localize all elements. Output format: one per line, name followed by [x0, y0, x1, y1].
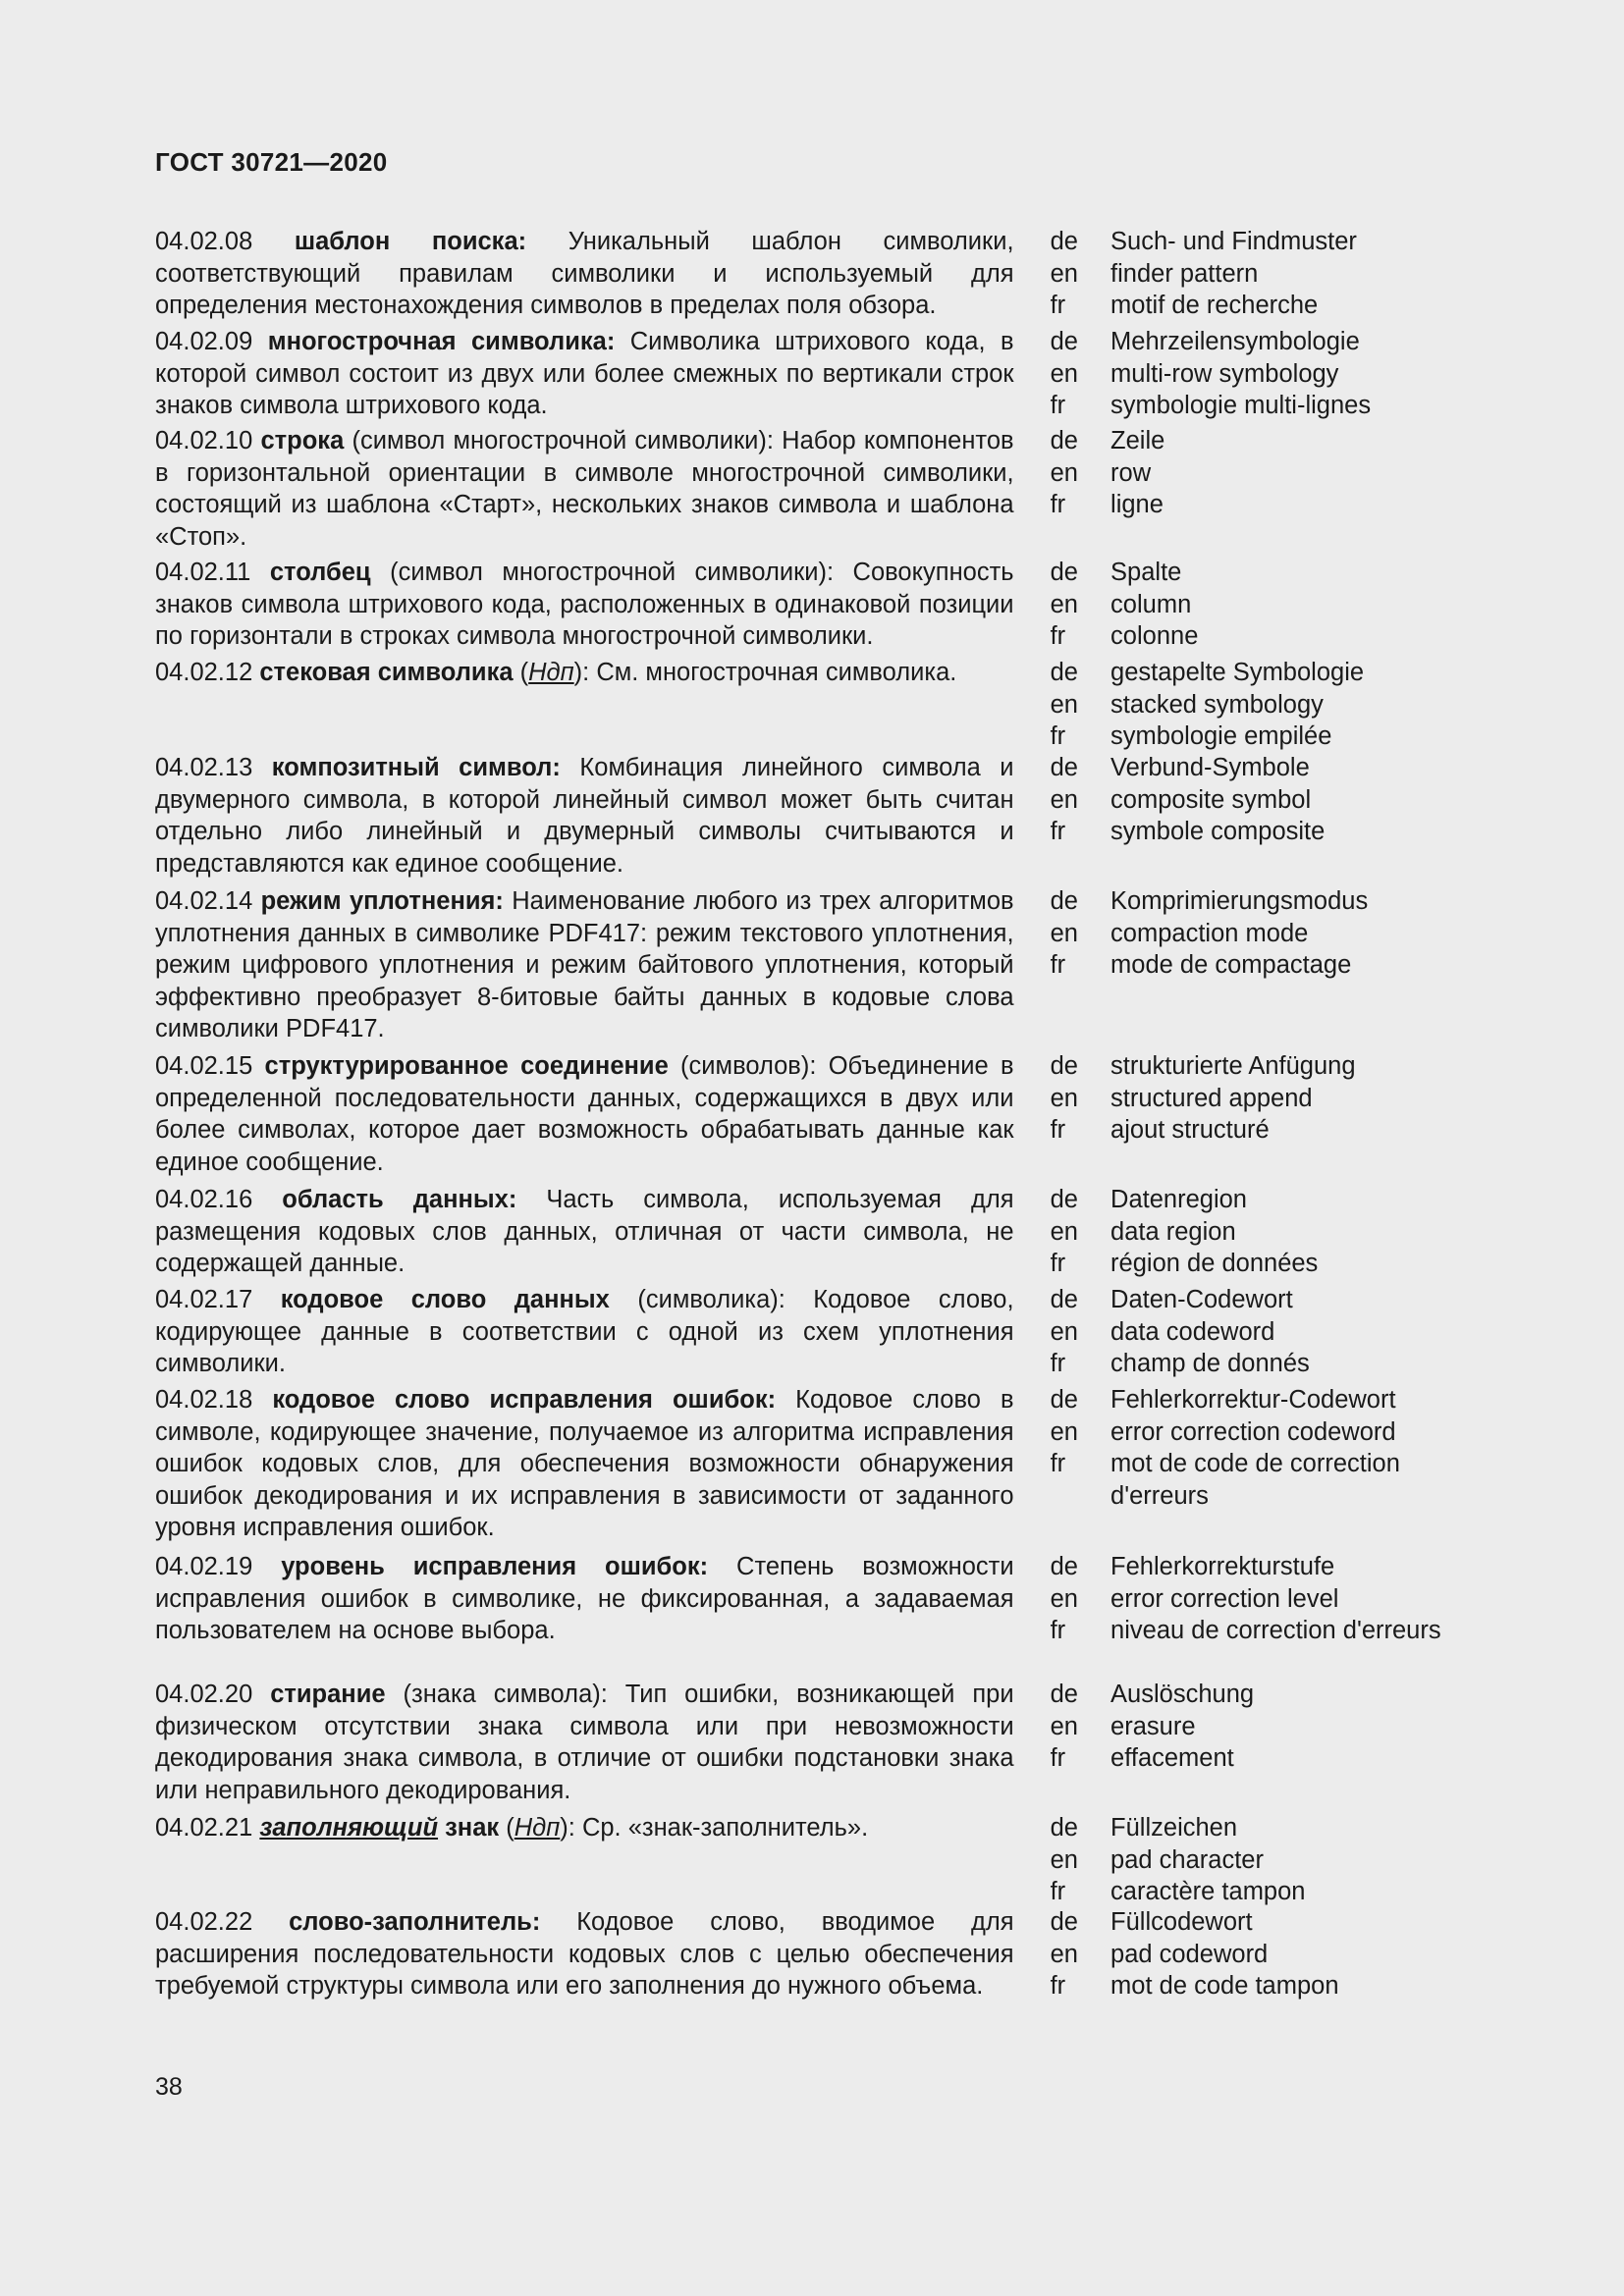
lang-fr: fr — [1050, 1744, 1066, 1772]
foreign-terms — [1110, 1679, 1461, 1812]
term-entry-04-02-09 — [155, 326, 1461, 425]
entry-definition — [155, 557, 1014, 657]
entry-definition — [155, 1906, 1014, 2006]
term-entry-04-02-08 — [155, 226, 1461, 326]
entry-number: 04.02.09 — [155, 328, 253, 355]
term-entry-04-02-20 — [155, 1679, 1461, 1812]
lang-codes — [1051, 657, 1110, 752]
entry-term: столбец — [269, 559, 371, 586]
term-en: data codeword — [1110, 1317, 1275, 1346]
entry-number: 04.02.10 — [155, 427, 253, 454]
entry-paren: ( — [513, 659, 529, 686]
lang-en: en — [1050, 590, 1078, 618]
entry-number: 04.02.19 — [155, 1553, 253, 1580]
entry-number: 04.02.12 — [155, 659, 253, 686]
lang-en: en — [1050, 1084, 1078, 1112]
foreign-terms — [1110, 1906, 1461, 2006]
term-fr: mot de code tampon — [1110, 1972, 1339, 2000]
term-fr: motif de recherche — [1110, 292, 1319, 319]
lang-fr: fr — [1050, 292, 1066, 319]
lang-en: en — [1050, 690, 1078, 719]
entry-definition — [155, 1050, 1014, 1184]
term-fr: symbole composite — [1110, 818, 1326, 845]
entry-text: Степень возможности исправления ошибок в символике, не фиксированная, а задаваемая пользователем на основе выбора. — [155, 1553, 1014, 1644]
term-fr: ajout structuré — [1110, 1116, 1270, 1144]
lang-fr: fr — [1050, 818, 1066, 845]
lang-codes — [1051, 557, 1110, 657]
lang-en: en — [1050, 1417, 1078, 1446]
lang-en: en — [1050, 785, 1078, 814]
lang-fr: fr — [1050, 722, 1066, 750]
lang-en: en — [1050, 1584, 1078, 1613]
lang-de: de — [1050, 1553, 1078, 1580]
lang-fr: fr — [1050, 1450, 1066, 1477]
lang-en: en — [1050, 1317, 1078, 1346]
lang-en: en — [1050, 919, 1078, 947]
term-entry-04-02-11 — [155, 557, 1461, 657]
lang-de: de — [1050, 1386, 1078, 1414]
entry-text: (символов): Объединение в определенной последовательности данных, содержащихся в двух или более символах, которое дает возможность обрабатывать данные как единое сообщение. — [155, 1052, 1014, 1176]
term-entry-04-02-18 — [155, 1384, 1461, 1551]
term-entry-04-02-21 — [155, 1812, 1461, 1906]
lang-codes — [1051, 1184, 1110, 1284]
entry-term: многострочная символика: — [267, 328, 616, 355]
document-header: ГОСТ 30721—2020 — [155, 147, 388, 177]
term-entry-04-02-14 — [155, 885, 1461, 1050]
foreign-terms — [1110, 1384, 1461, 1551]
entry-number: 04.02.17 — [155, 1286, 253, 1313]
foreign-terms — [1110, 1184, 1461, 1284]
lang-en: en — [1050, 1845, 1078, 1874]
lang-fr: fr — [1050, 1972, 1066, 2000]
entry-number: 04.02.14 — [155, 887, 253, 915]
term-entry-04-02-12 — [155, 657, 1461, 752]
entry-text: Комбинация линейного символа и двумерного символа, в которой линейный символ может быть считан отдельно либо линейный и двумерный символы считываются и представляются как единое сообщение. — [155, 754, 1014, 878]
entry-definition — [155, 1679, 1014, 1812]
lang-codes — [1051, 1384, 1110, 1551]
page-number: 38 — [155, 2073, 183, 2101]
entry-term: структурированное соединение — [264, 1052, 669, 1080]
term-de: Fehlerkorrekturstufe — [1110, 1553, 1335, 1580]
term-de: Komprimierungsmodus — [1110, 887, 1369, 915]
lang-fr: fr — [1050, 1350, 1066, 1377]
entry-paren: ( — [499, 1814, 514, 1842]
term-en: error correction codeword — [1110, 1417, 1396, 1446]
entry-definition — [155, 1284, 1014, 1384]
entry-number: 04.02.13 — [155, 754, 253, 781]
term-entry-04-02-17 — [155, 1284, 1461, 1384]
lang-de: de — [1050, 1681, 1078, 1708]
entry-number: 04.02.20 — [155, 1681, 253, 1708]
entry-definition — [155, 326, 1014, 425]
entry-text: Наименование любого из трех алгоритмов уплотнения данных в символике PDF417: режим текстового уплотнения, режим цифрового уплотнения и режим байтового уплотнения, который эффективно преобразует 8-битовые байты данных в кодовые слова символики PDF417. — [155, 887, 1014, 1042]
term-de: strukturierte Anfügung — [1110, 1052, 1356, 1080]
lang-fr: fr — [1050, 491, 1066, 518]
lang-codes — [1051, 1812, 1110, 1906]
term-de: Mehrzeilensymbologie — [1110, 328, 1360, 355]
entry-definition — [155, 657, 1014, 752]
term-en: pad character — [1110, 1845, 1264, 1874]
lang-fr: fr — [1050, 622, 1066, 650]
entry-term: композитный символ: — [271, 754, 561, 781]
entry-term: шаблон поиска: — [294, 228, 527, 255]
entry-term: область данных: — [282, 1186, 517, 1213]
term-en: erasure — [1110, 1712, 1196, 1740]
lang-de: de — [1050, 1186, 1078, 1213]
entry-text: ): См. многострочная символика. — [573, 659, 957, 686]
foreign-terms — [1110, 752, 1461, 885]
entry-number: 04.02.15 — [155, 1052, 253, 1080]
term-fr: colonne — [1110, 622, 1199, 650]
entry-term: стековая символика — [259, 659, 514, 686]
entry-term-deprecated: заполняющий — [259, 1814, 439, 1842]
lang-de: de — [1050, 887, 1078, 915]
lang-codes — [1051, 1050, 1110, 1184]
lang-codes — [1051, 1906, 1110, 2006]
entry-number: 04.02.21 — [155, 1814, 253, 1842]
lang-de: de — [1050, 427, 1078, 454]
lang-codes — [1051, 425, 1110, 557]
entry-definition — [155, 885, 1014, 1050]
term-fr: effacement — [1110, 1744, 1234, 1772]
term-de: Daten-Codewort — [1110, 1286, 1293, 1313]
lang-codes — [1051, 1679, 1110, 1812]
term-entry-04-02-13 — [155, 752, 1461, 885]
term-de: Such- und Findmuster — [1110, 228, 1357, 255]
lang-de: de — [1050, 754, 1078, 781]
lang-en: en — [1050, 259, 1078, 288]
lang-fr: fr — [1050, 1116, 1066, 1144]
lang-de: de — [1050, 1286, 1078, 1313]
term-entry-04-02-22 — [155, 1906, 1461, 2006]
term-fr: mode de compactage — [1110, 951, 1352, 979]
entry-number: 04.02.16 — [155, 1186, 253, 1213]
term-de: Füllzeichen — [1110, 1814, 1238, 1842]
term-fr: mot de code de correction d'erreurs — [1110, 1450, 1400, 1510]
term-fr: caractère tampon — [1110, 1878, 1306, 1905]
term-de: Verbund-Symbole — [1110, 754, 1310, 781]
lang-codes — [1051, 326, 1110, 425]
term-en: composite symbol — [1110, 785, 1312, 814]
term-fr: région de données — [1110, 1250, 1319, 1277]
term-de: Auslöschung — [1110, 1681, 1255, 1708]
term-de: Fehlerkorrektur-Codewort — [1110, 1386, 1396, 1414]
entry-text: Кодовое слово в символе, кодирующее значение, получаемое из алгоритма исправления ошибок кодовых слов, для обеспечения возможности обнаружения ошибок декодирования и их исправления в зависимости от заданного уровня исправления ошибок. — [155, 1386, 1014, 1541]
term-fr: niveau de correction d'erreurs — [1110, 1617, 1441, 1644]
term-fr: ligne — [1110, 491, 1164, 518]
entry-definition — [155, 1184, 1014, 1284]
lang-codes — [1051, 885, 1110, 1050]
term-en: stacked symbology — [1110, 690, 1324, 719]
term-de: Spalte — [1110, 559, 1182, 586]
term-en: finder pattern — [1110, 259, 1259, 288]
entry-term: строка — [260, 427, 345, 454]
term-en: data region — [1110, 1217, 1236, 1246]
lang-de: de — [1050, 228, 1078, 255]
lang-de: de — [1050, 1814, 1078, 1842]
entry-term: стирание — [270, 1681, 386, 1708]
foreign-terms — [1110, 425, 1461, 557]
lang-en: en — [1050, 1940, 1078, 1968]
lang-en: en — [1050, 1712, 1078, 1740]
lang-fr: fr — [1050, 1617, 1066, 1644]
term-fr: symbologie empilée — [1110, 722, 1332, 750]
entry-text: (символика): Кодовое слово, кодирующее данные в соответствии с одной из схем уплотнения символики. — [155, 1286, 1014, 1377]
lang-codes — [1051, 1284, 1110, 1384]
lang-fr: fr — [1050, 1250, 1066, 1277]
foreign-terms — [1110, 1551, 1461, 1679]
entry-definition — [155, 752, 1014, 885]
entry-text: Кодовое слово, вводимое для расширения последовательности кодовых слов с целью обеспечения требуемой структуры символа или его заполнения до нужного объема. — [155, 1908, 1014, 2000]
ndp-label: Ндп — [514, 1814, 561, 1842]
entry-term: уровень исправления ошибок: — [281, 1553, 709, 1580]
entry-text: (знака символа): Тип ошибки, возникающей при физическом отсутствии знака символа или при невозможности декодирования знака символа, в отличие от ошибки подстановки знака или неправильного декодирования. — [155, 1681, 1014, 1804]
terms-list — [155, 226, 1461, 2006]
term-entry-04-02-15 — [155, 1050, 1461, 1184]
entry-term: режим уплотнения: — [260, 887, 504, 915]
lang-codes — [1051, 226, 1110, 326]
entry-text: Уникальный шаблон символики, соответствующий правилам символики и используемый для определения местонахождения символов в пределах поля обзора. — [155, 228, 1014, 319]
foreign-terms — [1110, 1284, 1461, 1384]
entry-term: кодовое слово исправления ошибок: — [272, 1386, 777, 1414]
entry-text: (символ многострочной символики): Совокупность знаков символа штрихового кода, расположенных в одинаковой позиции по горизонтали в строках символа многострочной символики. — [155, 559, 1014, 650]
entry-definition — [155, 1812, 1014, 1906]
lang-de: de — [1050, 559, 1078, 586]
entry-term: кодовое слово данных — [280, 1286, 610, 1313]
term-de: Füllcodewort — [1110, 1908, 1253, 1936]
ndp-label: Ндп — [528, 659, 574, 686]
term-en: structured append — [1110, 1084, 1313, 1112]
lang-fr: fr — [1050, 392, 1066, 419]
lang-codes — [1051, 752, 1110, 885]
foreign-terms — [1110, 657, 1461, 752]
term-entry-04-02-16 — [155, 1184, 1461, 1284]
term-en: row — [1110, 458, 1152, 487]
entry-definition — [155, 425, 1014, 557]
term-en: compaction mode — [1110, 919, 1309, 947]
entry-text: Символика штрихового кода, в которой символ состоит из двух или более смежных по вертикали строк знаков символа штрихового кода. — [155, 328, 1014, 419]
foreign-terms — [1110, 557, 1461, 657]
entry-number: 04.02.08 — [155, 228, 253, 255]
foreign-terms — [1110, 885, 1461, 1050]
entry-text: ): Ср. «знак-заполнитель». — [560, 1814, 869, 1842]
foreign-terms — [1110, 326, 1461, 425]
lang-en: en — [1050, 359, 1078, 388]
term-entry-04-02-10 — [155, 425, 1461, 557]
lang-fr: fr — [1050, 1878, 1066, 1905]
foreign-terms — [1110, 226, 1461, 326]
entry-term: знак — [438, 1814, 500, 1842]
term-de: Zeile — [1110, 427, 1165, 454]
term-fr: symbologie multi-lignes — [1110, 392, 1372, 419]
term-fr: champ de donnés — [1110, 1350, 1310, 1377]
lang-codes — [1051, 1551, 1110, 1679]
term-de: gestapelte Symbologie — [1110, 659, 1365, 686]
lang-de: de — [1050, 328, 1078, 355]
entry-definition — [155, 1384, 1014, 1551]
entry-text: Часть символа, используемая для размещения кодовых слов данных, отличная от части символа, не содержащей данные. — [155, 1186, 1014, 1277]
lang-en: en — [1050, 458, 1078, 487]
lang-de: de — [1050, 1052, 1078, 1080]
entry-text: (символ многострочной символики): Набор компонентов в горизонтальной ориентации в символе многострочной символики, состоящий из шаблона «Старт», нескольких знаков символа и шаблона «Стоп». — [155, 427, 1014, 551]
term-de: Datenregion — [1110, 1186, 1247, 1213]
entry-definition — [155, 1551, 1014, 1679]
term-en: multi-row symbology — [1110, 359, 1339, 388]
entry-definition — [155, 226, 1014, 326]
entry-number: 04.02.18 — [155, 1386, 253, 1414]
lang-de: de — [1050, 659, 1078, 686]
entry-term: слово-заполнитель: — [289, 1908, 541, 1936]
term-entry-04-02-19 — [155, 1551, 1461, 1679]
lang-en: en — [1050, 1217, 1078, 1246]
entry-number: 04.02.22 — [155, 1908, 253, 1936]
term-en: column — [1110, 590, 1192, 618]
foreign-terms — [1110, 1812, 1461, 1906]
lang-de: de — [1050, 1908, 1078, 1936]
foreign-terms — [1110, 1050, 1461, 1184]
term-en: pad codeword — [1110, 1940, 1269, 1968]
term-en: error correction level — [1110, 1584, 1339, 1613]
lang-fr: fr — [1050, 951, 1066, 979]
entry-number: 04.02.11 — [155, 559, 251, 586]
